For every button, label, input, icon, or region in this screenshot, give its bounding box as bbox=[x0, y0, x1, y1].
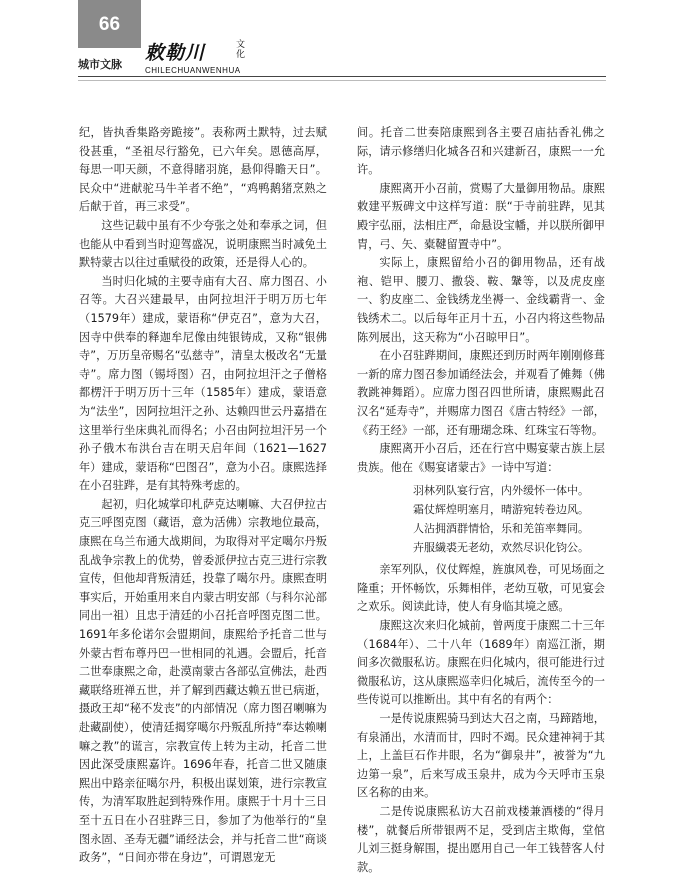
article-paragraph: 二是传说康熙私访大召前戏楼兼酒楼的“得月楼”，就餐后所带银两不足，受到店主欺侮，堂倌儿刘三挺身解围，提出愿用自己一年工钱替客人付款。 bbox=[357, 805, 605, 874]
magazine-pinyin: CHILECHUANWENHUA bbox=[145, 66, 241, 75]
article-paragraph: 当时归化城的主要寺庙有大召、席力图召、小召等。大召兴建最早，由阿拉坦汗于明万历七年（1579年）建成，蒙语称“伊克召”，意为大召，因寺中供奉的释迦牟尼像由纯银铸成，又称“银佛寺”，万历皇帝赐名“弘慈寺”，清皇太极改名“无量寺”。席力图（锡埒图）召，由阿拉坦汗之子僧格都楞汗于明万历十三年（1585年）建成，蒙语意为“法坐”，因阿拉坦汗之孙、达赖四世云丹嘉措在这里举行坐床典礼而得名；小召由阿拉坦汗另一个孙子俄木布洪台吉在明天启年间（1621—1627年）建成，蒙语称“巴图召”，意为小召。康熙选择在小召驻跸，是有其特殊考虑的。 bbox=[79, 274, 327, 493]
article-column-right bbox=[357, 124, 605, 877]
article-column-left bbox=[79, 124, 327, 868]
page-number-block bbox=[78, 0, 141, 48]
poem-line: 羽林列队宴行宫，内外缓怀一体中。 bbox=[413, 484, 589, 498]
right-column-paragraphs bbox=[357, 124, 605, 477]
magazine-title: 敕勒川 bbox=[145, 42, 206, 64]
poem-line: 人沾拥酒群情恰，乐和羌笛率舞同。 bbox=[413, 522, 589, 536]
right-column-paragraphs-after-poem bbox=[357, 561, 605, 877]
article-paragraph: 一是传说康熙骑马到达大召之南，马蹄踏地，有泉涌出，水清而甘，四时不竭。民众建神祠于其上，上盖巨石作井眼，名为“御泉井”，被誉为“九边第一泉”，后来写成玉泉井，成为今天呼市玉泉区名称的由来。 bbox=[357, 712, 605, 800]
header-divider-secondary bbox=[78, 80, 606, 81]
article-paragraph: 亲军列队，仪仗辉煌，旌旗风卷，可见场面之隆重；开怀畅饮，乐舞相伴，老幼互敬，可见宴会之欢乐。阅读此诗，使人有身临其境之感。 bbox=[357, 563, 605, 614]
article-paragraph: 这些记载中虽有不少夸张之处和奉承之词，但也能从中看到当时迎驾盛况，说明康熙当时减免土默特蒙古以往过重赋役的政策，还是得人心的。 bbox=[79, 218, 327, 270]
section-label: 城市文脉 bbox=[78, 58, 122, 71]
page-number: 66 bbox=[98, 14, 121, 35]
article-paragraph: 纪，皆执香集路旁跪接”。表称两土默特，过去赋役甚重，“圣祖尽行豁免，已六年矣。恩德高厚，每思一叩天颜，不意得睹羽旄，悬仰得瞻天日”。民众中“进献驼马牛羊者不绝”，“鸡鸭鹅猪烹熟之后献于首，再三求受”。 bbox=[79, 126, 327, 214]
magazine-subtitle: 文化 bbox=[236, 40, 246, 60]
article-paragraph: 康熙离开小召后，还在行宫中赐宴蒙古族上层贵族。他在《赐宴诸蒙古》一诗中写道： bbox=[357, 442, 605, 474]
article-paragraph: 康熙离开小召前，赏赐了大量御用物品。康熙敕建平叛碑文中这样写道：朕“于寺前驻跸，见其殿宇弘丽，法相庄严，命悬设宝幡，并以朕所御甲胄，弓、矢、橐鞬留置寺中”。 bbox=[357, 181, 605, 251]
poem-line: 霜仗辉煌明塞月，晴游宛转卷边风。 bbox=[413, 503, 589, 517]
header-divider bbox=[78, 76, 606, 77]
article-paragraph: 康熙这次来归化城前，曾两度于康熙二十三年（1684年）、二十八年（1689年）南巡江浙，期间多次微服私访。康熙在归化城内，很可能进行过微服私访，这从康熙巡幸归化城后，流传至今的一些传说可以推断出。其中有名的有两个： bbox=[357, 619, 605, 707]
article-paragraph: 在小召驻跸期间，康熙还到历时两年刚刚修葺一新的席力图召参加诵经法会，并观看了傩舞（佛教跳神舞蹈）。应席力图召四世所请，康熙赐此召汉名“延寿寺”，并赐席力图召《唐古特经》一部，《药王经》一部，还有珊瑚念珠、红珠宝石等物。 bbox=[357, 349, 605, 437]
article-paragraph: 起初，归化城掌印札萨克达喇嘛、大召伊拉古克三呼图克图（藏语，意为活佛）宗教地位最高，康熙在乌兰布通大战期间，为取得对平定噶尔丹叛乱战争宗教上的优势，曾委派伊拉古克三进行宗教宣传，但他却背叛清廷，投靠了噶尔丹。康熙查明事实后，开始重用来自内蒙古明安部（与科尔沁部同出一祖）且忠于清廷的小召托音呼图克图二世。1691年多伦诺尔会盟期间，康熙给予托音二世与外蒙古哲布尊丹巴一世相同的礼遇。会盟后，托音二世奉康熙之命，赴漠南蒙古各部弘宣佛法，赴西藏联络班禅五世，并了解到西藏达赖五世已病逝，摄政王却“秘不发丧”的内部情况（席力图召喇嘛为赴藏副使），使清廷揭穿噶尔丹叛乱所持“奉达赖喇嘛之教”的谎言，宗教宣传上转为主动，托音二世因此深受康熙嘉许。1696年春，托音二世又随康熙出中路亲征噶尔丹，积极出谋划策，进行宗教宣传，为清军取胜起到特殊作用。康熙于十月十三日至十五日在小召驻跸三日，参加了为他举行的“皇图永固、圣寿无疆”诵经法会，并与托音二世“商谈政务”，“日间亦带在身边”，可谓恩宠无 bbox=[79, 497, 327, 865]
article-paragraph: 实际上，康熙留给小召的御用物品，还有战袍、铠甲、腰刀、撒袋、鞍、鞶等，以及虎皮座一、豹皮座二、金钱绣龙坐褥一、金线霸背一、金钱绣术二。以后每年正月十五，小召内将这些物品陈列展出，这天称为“小召晾甲日”。 bbox=[357, 256, 605, 344]
poem-line: 卉服繊裘无老幼，欢然尽识化钧公。 bbox=[413, 541, 589, 555]
article-paragraph: 间。托音二世奏陪康熙到各主要召庙拈香礼佛之际，请示修缮归化城各召和兴建新召，康熙一一允许。 bbox=[357, 126, 605, 177]
poem-block bbox=[357, 481, 605, 557]
